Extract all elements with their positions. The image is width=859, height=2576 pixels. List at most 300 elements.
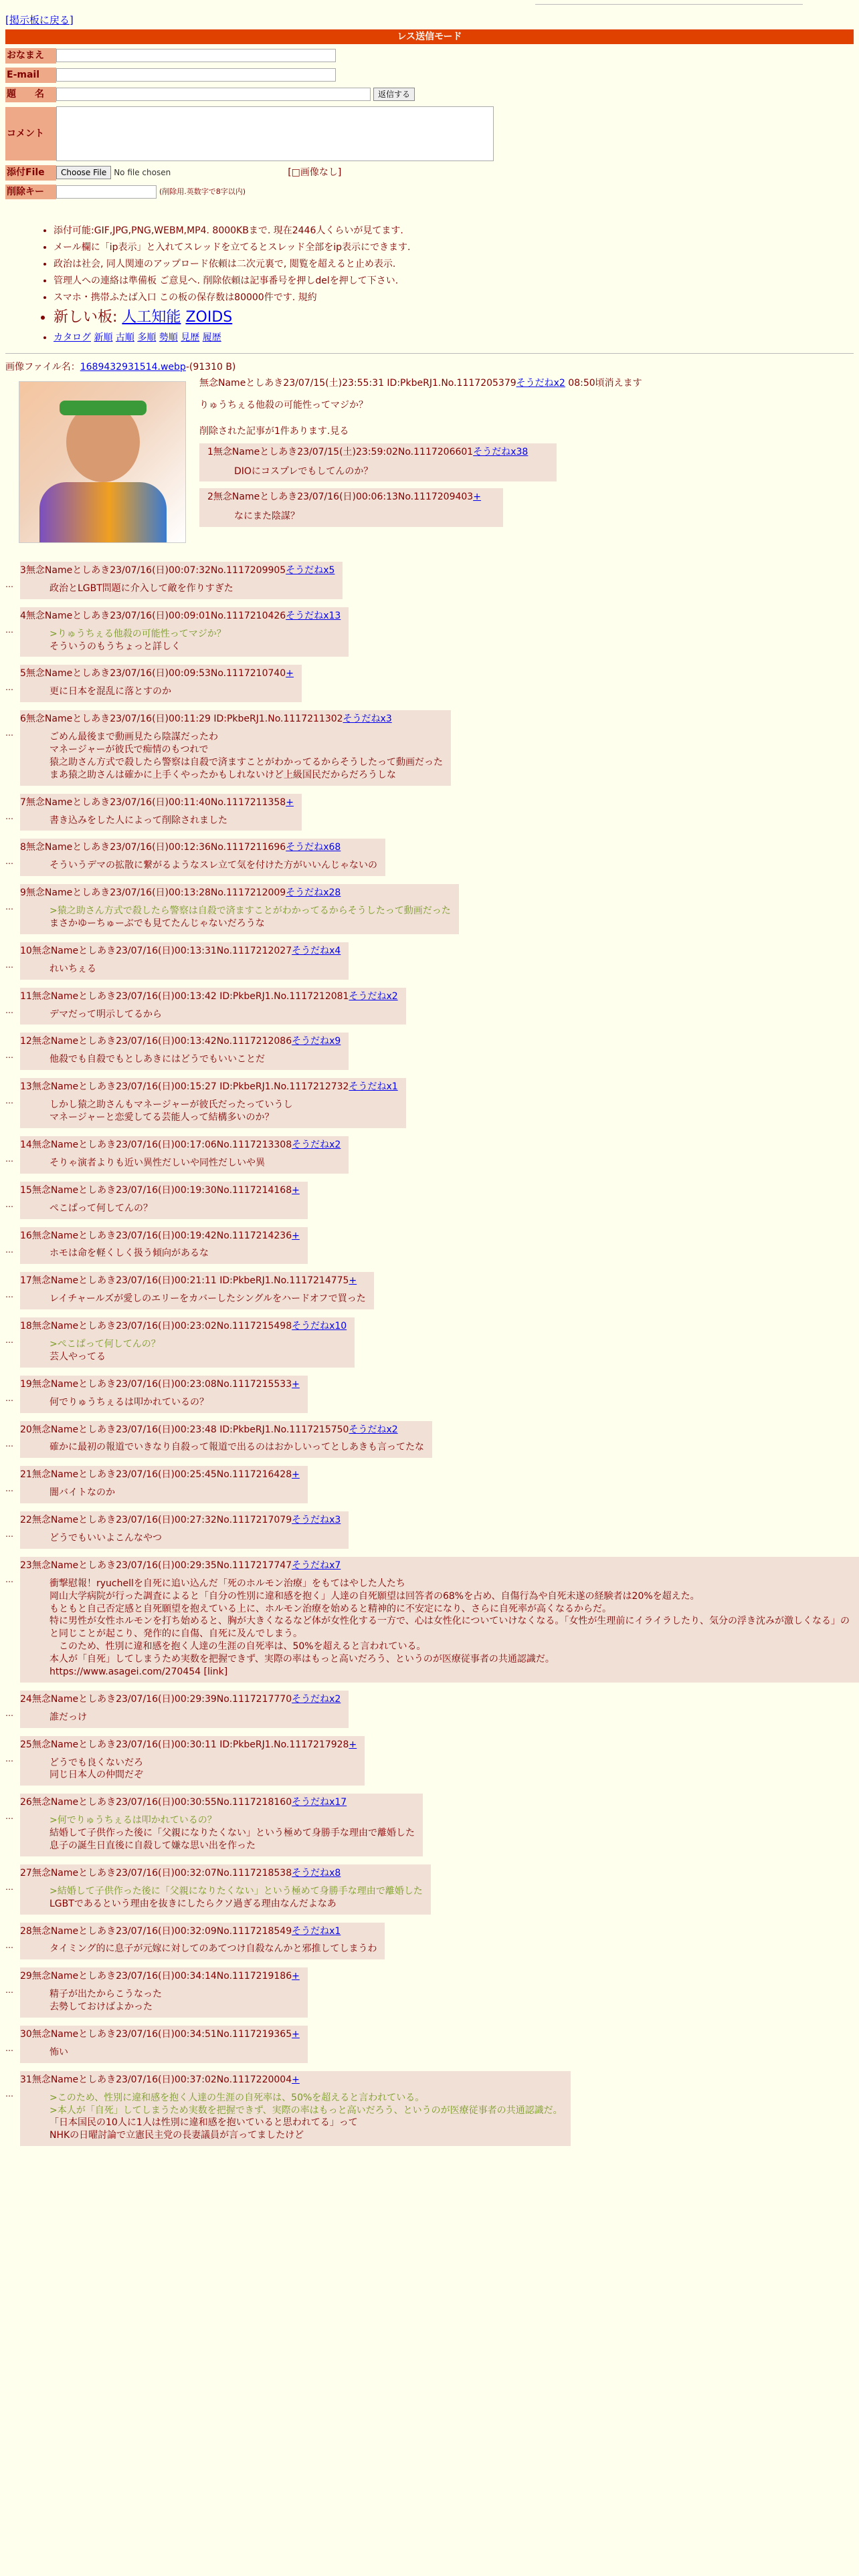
- sodane-button[interactable]: +: [292, 1378, 300, 1390]
- post-menu-icon[interactable]: …: [5, 1096, 13, 1106]
- deleted-notice[interactable]: 削除された記事が1件あります.見る: [199, 425, 349, 437]
- post-header-row: [20, 1378, 300, 1391]
- post-header: 18無念Nameとしあき23/07/16(日)00:23:02No.1117215498: [20, 1321, 292, 1332]
- text-line: 確かに最初の報道でいきなり自殺って報道で出るのはおかしいってとしあきも言ってたな: [50, 1442, 424, 1453]
- delete-key-field[interactable]: [56, 185, 157, 199]
- post-menu-icon[interactable]: …: [5, 1005, 13, 1015]
- text-line: デマだって明示してるから: [50, 1008, 162, 1020]
- post-body: [50, 1099, 398, 1124]
- op-header: 無念Nameとしあき23/07/15(土)23:55:31 ID:PkbeRJ1.No.1117205379: [199, 378, 516, 389]
- text-line: 精子が出たからこうなった: [50, 1989, 162, 2000]
- post-menu-icon[interactable]: …: [5, 1245, 13, 1255]
- op-file-label: 画像ファイル名：: [5, 362, 80, 372]
- catalog-link[interactable]: カタログ: [54, 332, 91, 344]
- history-link[interactable]: 履歴: [202, 332, 221, 344]
- post-menu-icon[interactable]: …: [5, 625, 13, 635]
- post-box: [20, 1466, 308, 1503]
- sodane-button[interactable]: そうだねx38: [473, 446, 529, 457]
- post-menu-icon[interactable]: …: [5, 1940, 13, 1950]
- post-box: [20, 1511, 349, 1549]
- post-header: 28無念Nameとしあき23/07/16(日)00:32:09No.1117218549: [20, 1925, 292, 1937]
- post-header-row: [20, 945, 341, 958]
- quote-line: >猿之助さん方式で殺したら警察は自殺で済ますことがわかってるからそうしたって動画だった: [50, 905, 451, 917]
- text-line: 誰だっけ: [50, 1711, 87, 1723]
- text-line: 岡山大学病院が行った調査によると「自分の性別に違和感を抱く」人達の自死願望は回答者の68%を占め、自傷行為や自死未遂の経験者は20%を超えた。: [50, 1590, 700, 1602]
- text-line: どうでもいいよこんなやつ: [50, 1532, 162, 1543]
- post-menu-icon[interactable]: …: [5, 2088, 13, 2099]
- post-body: [50, 1757, 357, 1782]
- text-line: 本人が「自死」してしまうため実数を把握できず、実際の率はもっと高いだろう、というのが医療従事者の共通認識だ。: [50, 1654, 555, 1665]
- post-header-row: [20, 1693, 341, 1706]
- post-menu-icon[interactable]: …: [5, 728, 13, 738]
- sodane-button[interactable]: そうだねx8: [292, 1867, 341, 1879]
- post-header: 15無念Nameとしあき23/07/16(日)00:19:30No.1117214168: [20, 1184, 292, 1196]
- op-thumbnail[interactable]: [19, 381, 186, 543]
- new-boards-label: 新しい板:: [54, 309, 118, 326]
- reply-post: [5, 1376, 859, 1413]
- note-item: • メール欄に「ip表示」と入れてスレッドを立てるとスレッド全部をip表示にできます.: [54, 241, 656, 254]
- email-field[interactable]: [56, 68, 336, 82]
- post-menu-icon[interactable]: …: [5, 1199, 13, 1209]
- post-box: [20, 562, 343, 599]
- choose-file-button[interactable]: Choose File: [56, 166, 111, 179]
- post-box: [20, 1864, 431, 1915]
- sodane-button[interactable]: +: [292, 1971, 300, 1982]
- sodane-button[interactable]: +: [286, 668, 294, 679]
- post-menu-icon[interactable]: …: [5, 1529, 13, 1539]
- post-header: 16無念Nameとしあき23/07/16(日)00:19:42No.1117214236: [20, 1230, 292, 1241]
- text-line: ホモは命を軽くしく扱う傾向があるな: [50, 1248, 209, 1259]
- post-box: [20, 839, 385, 876]
- post-box: [20, 665, 302, 702]
- post-header: 27無念Nameとしあき23/07/16(日)00:32:07No.1117218538: [20, 1867, 292, 1879]
- post-menu-icon[interactable]: …: [5, 580, 13, 589]
- post-header: 17無念Nameとしあき23/07/16(日)00:21:11 ID:PkbeRJ1.No.1117214775: [20, 1275, 349, 1287]
- post-body: [50, 1202, 300, 1215]
- post-header: 8無念Nameとしあき23/07/16(日)00:12:36No.1117211696: [20, 842, 286, 853]
- post-box: [20, 1136, 349, 1174]
- post-header: 29無念Nameとしあき23/07/16(日)00:34:14No.1117219186: [20, 1971, 292, 1982]
- sort-momentum-link[interactable]: 勢順: [159, 332, 178, 344]
- post-header-row: [20, 610, 341, 623]
- post-body: [50, 1814, 415, 1852]
- post-body: なにまた陰謀？: [234, 511, 300, 522]
- text-line: 政治とLGBT問題に介入して敵を作りすぎた: [50, 582, 233, 594]
- sodane-button[interactable]: +: [292, 1230, 300, 1241]
- post-header: 12無念Nameとしあき23/07/16(日)00:13:42No.1117212086: [20, 1036, 292, 1047]
- view-history-link[interactable]: 見歴: [181, 332, 200, 344]
- sodane-button[interactable]: そうだねx2: [349, 1424, 398, 1435]
- post-header: 23無念Nameとしあき23/07/16(日)00:29:35No.1117217747: [20, 1560, 292, 1571]
- post-header-row: [20, 1970, 300, 1983]
- reply-post: [5, 942, 859, 980]
- post-box: [20, 2026, 308, 2063]
- reply-post: [5, 2026, 859, 2063]
- post-box: [20, 1967, 308, 2018]
- text-line: そりゃ演者よりも近い異性だしいや同性だしいや異: [50, 1157, 265, 1168]
- post-header: 9無念Nameとしあき23/07/16(日)00:13:28No.1117212009: [20, 887, 286, 899]
- name-label: おなまえ: [5, 48, 56, 64]
- post-header: 24無念Nameとしあき23/07/16(日)00:29:39No.1117217770: [20, 1693, 292, 1705]
- post-menu-icon[interactable]: …: [5, 902, 13, 912]
- file-label: 添付File: [5, 165, 56, 181]
- subject-field[interactable]: [56, 88, 371, 101]
- post-menu-icon[interactable]: …: [5, 1574, 13, 1584]
- reply-post: [5, 1557, 859, 1683]
- post-body: [50, 1487, 300, 1499]
- post-body: [50, 1053, 341, 1066]
- post-box: [20, 1033, 349, 1070]
- post-header-row: [20, 887, 451, 899]
- reply-post: [5, 884, 859, 934]
- post-header: 13無念Nameとしあき23/07/16(日)00:15:27 ID:PkbeRJ1.No.1117212732: [20, 1081, 349, 1093]
- post-box: [20, 607, 349, 657]
- reply-post: [5, 1317, 859, 1368]
- reply-post: [5, 1923, 859, 1960]
- quote-line: >何でりゅうちぇるは叩かれているの？: [50, 1815, 217, 1826]
- post-header-row: [20, 1230, 300, 1243]
- reply-post: [5, 1864, 859, 1915]
- sodane-button[interactable]: そうだねx68: [286, 842, 341, 853]
- post-header-row: [20, 1514, 341, 1527]
- post-menu-icon[interactable]: …: [5, 1753, 13, 1763]
- post-box: [20, 1078, 406, 1128]
- sodane-button[interactable]: そうだねx13: [286, 610, 341, 621]
- post-body: [50, 905, 451, 930]
- text-line: 闇バイトなのか: [50, 1487, 115, 1499]
- subject-label: 題 名: [5, 87, 56, 102]
- post-menu-icon[interactable]: …: [5, 1484, 13, 1494]
- post-header-row: [20, 1320, 347, 1333]
- post-box: [20, 2071, 571, 2146]
- back-to-board-link[interactable]: [掲示板に戻る]: [5, 14, 74, 26]
- post-body: [50, 1338, 347, 1364]
- post-header-row: [20, 667, 294, 680]
- post-body: [50, 1711, 341, 1724]
- reply-post: [5, 794, 859, 831]
- post-body: [50, 1396, 300, 1409]
- op-expire: 08:50頃消えます: [568, 378, 642, 389]
- op-file-size: -(91310 B): [185, 362, 236, 372]
- post-body: [50, 628, 341, 653]
- post-box: [20, 1227, 308, 1265]
- top-divider: [535, 4, 803, 5]
- post-header-row: [20, 2074, 563, 2086]
- post-header-row: [20, 1739, 357, 1751]
- post-menu-icon[interactable]: …: [5, 960, 13, 970]
- post-menu-icon[interactable]: …: [5, 1882, 13, 1892]
- post-menu-icon[interactable]: …: [5, 2044, 13, 2054]
- post-box: [20, 1557, 859, 1683]
- post-body: DIOにコスプレでもしてんのか？: [234, 465, 373, 477]
- post-body: [50, 1885, 423, 1911]
- text-line: どうでも良くないだろ: [50, 1757, 143, 1768]
- post-header-row: [20, 1867, 423, 1880]
- post-box: [20, 988, 406, 1025]
- note-item: • 政治は社会, 同人関連のアップロード依頼は二次元裏で, 閲覧を超えると止め表示.: [54, 258, 656, 271]
- reply-post: [5, 1511, 859, 1549]
- sodane-button[interactable]: +: [292, 1184, 300, 1196]
- post-header-row: [20, 1081, 398, 1093]
- submit-button[interactable]: 返信する: [373, 88, 415, 101]
- post-header-row: [20, 1469, 300, 1481]
- sodane-button[interactable]: そうだねx2: [292, 1139, 341, 1150]
- text-line: 猿之助さん方式で殺したら警察は自殺で済ますことがわかってるからそうしたって動画だった: [50, 756, 443, 768]
- post-body: [50, 1988, 300, 2014]
- post-box: [20, 794, 302, 831]
- comment-textarea[interactable]: [56, 106, 494, 161]
- text-line: そういうデマの拡散に繋がるようなスレ立て気を付けた方がいいんじゃないの: [50, 860, 377, 871]
- post-body: [50, 1532, 341, 1545]
- sodane-button[interactable]: そうだねx3: [292, 1515, 341, 1526]
- file-status: No file chosen: [114, 168, 171, 178]
- quote-line: >結婚して子供作った後に「父親になりたくない」という極めて身勝手な理由で離婚した: [50, 1885, 423, 1897]
- post-header-row: [20, 1139, 341, 1152]
- reply-post: [5, 1182, 859, 1219]
- post-body: [50, 1157, 341, 1170]
- post-menu-icon[interactable]: …: [5, 1708, 13, 1718]
- text-line: マネージャーが彼氏で痴情のもつれで: [50, 744, 209, 756]
- text-line: マネージャーと恋愛してる芸能人って結構多いのか？: [50, 1112, 274, 1123]
- text-line: ぺこぱって何してんの？: [50, 1202, 153, 1214]
- reply-post: [5, 1466, 859, 1503]
- reply-post: [5, 1967, 859, 2018]
- sodane-button[interactable]: そうだねx17: [292, 1797, 347, 1808]
- board-link-zoids[interactable]: ZOIDS: [185, 309, 233, 326]
- quote-line: >このため、性別に違和感を抱く人達の生涯の自死率は、50%を超えると言われている。: [50, 2092, 425, 2103]
- text-line: 怖い: [50, 2046, 68, 2058]
- text-line: 更に日本を混乱に落とすのか: [50, 686, 171, 697]
- post-menu-icon[interactable]: …: [5, 1438, 13, 1448]
- post-body: [50, 1578, 851, 1679]
- sodane-button[interactable]: そうだねx1: [292, 1925, 341, 1937]
- text-line: 何でりゅうちぇるは叩かれているの？: [50, 1396, 209, 1408]
- reply-post: [5, 988, 859, 1025]
- post-menu-icon[interactable]: …: [5, 1393, 13, 1403]
- sodane-button[interactable]: +: [292, 2074, 300, 2085]
- post-box: [20, 884, 459, 934]
- sodane-button[interactable]: +: [292, 1469, 300, 1481]
- post-body: [50, 1008, 398, 1021]
- reply-form: [5, 48, 674, 203]
- reply-post: [5, 665, 859, 702]
- text-line: ごめん最後まで動画見たら陰謀だったわ: [50, 732, 218, 743]
- post-header: 5無念Nameとしあき23/07/16(日)00:09:53No.1117210740: [20, 668, 286, 679]
- post-body: [50, 2046, 300, 2059]
- post-header: 22無念Nameとしあき23/07/16(日)00:27:32No.1117217079: [20, 1515, 292, 1526]
- sodane-button[interactable]: そうだねx7: [292, 1560, 341, 1571]
- reply-post: [5, 1227, 859, 1265]
- text-line: 衝撃慰報！ryuchellを自死に追い込んだ「死のホルモン治療」をもてはやした人たち: [50, 1578, 405, 1589]
- text-line: 他殺でも自殺でもとしあきにはどうでもいいことだ: [50, 1054, 265, 1065]
- post-menu-icon[interactable]: …: [5, 1290, 13, 1300]
- delete-key-hint: (削除用.英数字で8字以内): [159, 187, 246, 196]
- post-header-row: [20, 1424, 424, 1436]
- reply-post: [5, 1794, 859, 1856]
- text-line: このため、性別に違和感を抱く人達の生涯の自死率は、50%を超えると言われている。: [50, 1641, 426, 1652]
- reply-list: [5, 562, 859, 2154]
- post-body: [50, 963, 341, 976]
- text-line: れいちぇる: [50, 963, 96, 974]
- sodane-button[interactable]: そうだねx3: [343, 714, 392, 725]
- text-line: 同じ日本人の仲間だぞ: [50, 1769, 143, 1781]
- sodane-button[interactable]: +: [473, 492, 481, 503]
- post-body: [50, 1247, 300, 1260]
- text-line: レイチャールズが愛しのエリーをカバーしたシングルをハードオフで買った: [50, 1293, 366, 1305]
- sort-old-link[interactable]: 古順: [115, 332, 134, 344]
- text-line: 去勢しておけばよかった: [50, 2002, 153, 2013]
- text-line: 書き込みをした人によって削除されました: [50, 815, 227, 826]
- op-file-link[interactable]: 1689432931514.webp: [80, 362, 186, 372]
- text-line: NHKの日曜討論で立憲民主党の長妻議員が言ってましたけど: [50, 2130, 304, 2141]
- post-header: 6無念Nameとしあき23/07/16(日)00:11:29 ID:PkbeRJ1.No.1117211302: [20, 714, 343, 725]
- post-header: 20無念Nameとしあき23/07/16(日)00:23:48 ID:PkbeRJ1.No.1117215750: [20, 1424, 349, 1435]
- post-menu-icon[interactable]: …: [5, 1985, 13, 1996]
- post-body: [50, 582, 335, 595]
- sort-many-link[interactable]: 多順: [137, 332, 157, 344]
- text-line: まあ猿之助さんは確かに上手くやったかもしれないけど上級国民だからだろうしな: [50, 769, 396, 780]
- text-line: 芸人やってる: [50, 1351, 106, 1362]
- name-field[interactable]: [56, 49, 336, 62]
- divider: [5, 353, 854, 354]
- post-menu-icon[interactable]: …: [5, 1812, 13, 1822]
- post-header-row: [20, 1035, 341, 1048]
- post-box: [20, 1923, 385, 1960]
- post-box: [20, 1691, 349, 1728]
- post-header: 10無念Nameとしあき23/07/16(日)00:13:31No.1117212027: [20, 945, 292, 956]
- post-header: 25無念Nameとしあき23/07/16(日)00:30:11 ID:PkbeRJ1.No.1117217928: [20, 1739, 349, 1750]
- post-body: [50, 815, 294, 827]
- quote-line: >りゅうちぇる他殺の可能性ってマジか？: [50, 628, 226, 639]
- text-line: 息子の誕生日直後に自殺して嫌な思い出を作った: [50, 1840, 256, 1851]
- post-header: 3無念Nameとしあき23/07/16(日)00:07:32No.1117209905: [20, 565, 286, 576]
- sodane-button[interactable]: +: [292, 2029, 300, 2040]
- post-header: 26無念Nameとしあき23/07/16(日)00:30:55No.1117218160: [20, 1797, 292, 1808]
- reply-post: [5, 1421, 859, 1459]
- post-body: [50, 731, 443, 782]
- sodane-button[interactable]: そうだねx1: [349, 1081, 398, 1093]
- sodane-button[interactable]: +: [349, 1739, 357, 1750]
- text-line: そういうのもうちょっと詳しく: [50, 641, 181, 652]
- post-header: 2無念Nameとしあき23/07/16(日)00:06:13No.1117209403: [207, 492, 474, 503]
- text-line: 特に男性が女性ホルモンを打ち始めると、胸が大きくなるなど体が女性化する一方で、心は女性化についていけなくなる。「女性が生理前にイライラしたり、気分の浮き沈みが激しくなる」のと同じことが起こり、発作的に自傷、自死に及んでしまう。: [50, 1616, 850, 1640]
- reply-post: [5, 1272, 859, 1309]
- post-body: [50, 685, 294, 698]
- post-menu-icon[interactable]: …: [5, 811, 13, 821]
- post-menu-icon[interactable]: …: [5, 1335, 13, 1346]
- post-menu-icon[interactable]: …: [5, 1154, 13, 1164]
- reply-post: [5, 2071, 859, 2146]
- post-header-row: [20, 713, 443, 726]
- reply-post: [5, 607, 859, 657]
- op-body: りゅうちぇる他殺の可能性ってマジか？: [199, 399, 368, 411]
- reply-post: [5, 839, 859, 876]
- post-header: 19無念Nameとしあき23/07/16(日)00:23:08No.1117215533: [20, 1378, 292, 1390]
- text-line: LGBTであるという理由を抜きにしたらクソ過ぎる理由なんだよなあ: [50, 1898, 337, 1909]
- reply-post: [5, 562, 859, 599]
- post-box: [20, 942, 349, 980]
- reply-post: [5, 710, 859, 785]
- post-header-row: [20, 2028, 300, 2041]
- post-header: 30無念Nameとしあき23/07/16(日)00:34:51No.1117219365: [20, 2029, 292, 2040]
- sodane-button[interactable]: そうだねx2: [292, 1693, 341, 1705]
- sodane-button[interactable]: +: [349, 1275, 357, 1287]
- post-box: [20, 1182, 308, 1219]
- post-box: [20, 1376, 308, 1413]
- post-header-row: [20, 990, 398, 1003]
- sodane-button[interactable]: +: [286, 796, 294, 808]
- sodane-button[interactable]: そうだねx9: [292, 1036, 341, 1047]
- sodane-button[interactable]: そうだねx2: [516, 378, 565, 389]
- post-header-row: [20, 1796, 415, 1809]
- text-line: しかし猿之助さんもマネージャーが彼氏だったっていうし: [50, 1099, 293, 1111]
- no-image-checkbox[interactable]: [□画像なし]: [288, 167, 342, 178]
- post-header: 31無念Nameとしあき23/07/16(日)00:37:02No.1117220004: [20, 2074, 292, 2085]
- post-box: [20, 1421, 432, 1459]
- post-menu-icon[interactable]: …: [5, 683, 13, 693]
- post-menu-icon[interactable]: …: [5, 1051, 13, 1061]
- post-header-row: [20, 1275, 366, 1287]
- quote-line: >本人が「自死」してしまうため実数を把握できず、実際の率はもっと高いだろう、というのが医療従事者の共通認識だ。: [50, 2105, 563, 2116]
- sodane-button[interactable]: そうだねx4: [292, 945, 341, 956]
- post-header: 14無念Nameとしあき23/07/16(日)00:17:06No.1117213308: [20, 1139, 292, 1150]
- sodane-button[interactable]: そうだねx2: [349, 990, 398, 1002]
- new-boards: [54, 308, 656, 328]
- sodane-button[interactable]: そうだねx10: [292, 1321, 347, 1332]
- note-item[interactable]: • スマホ・携帯ふたば入口 この板の保存数は80000件です. 規約: [54, 292, 656, 304]
- text-line: 結婚して子供作った後に「父親になりたくない」という極めて身勝手な理由で離婚した: [50, 1828, 415, 1839]
- post-header: 11無念Nameとしあき23/07/16(日)00:13:42 ID:PkbeRJ1.No.1117212081: [20, 990, 349, 1002]
- thread-sort-links: [54, 332, 656, 344]
- reply-post: [5, 1691, 859, 1728]
- reply-post: [5, 1736, 859, 1786]
- quote-line: >ぺこぱって何してんの？: [50, 1338, 161, 1350]
- sodane-button[interactable]: そうだねx5: [286, 565, 335, 576]
- post-header-row: [20, 564, 335, 577]
- text-line: 「日本国民の10人に1人は性別に違和感を抱いていると思われてる」って: [50, 2117, 358, 2129]
- op-post: [5, 361, 848, 522]
- text-line: https://www.asagei.com/270454 [link]: [50, 1666, 228, 1677]
- post-header-row: [20, 841, 377, 854]
- sort-new-link[interactable]: 新順: [94, 332, 113, 344]
- comment-label: コメント: [5, 107, 56, 160]
- post-header-row: [20, 1925, 377, 1938]
- post-body: [50, 1293, 366, 1305]
- text-line: もともと自己否定感と自死願望を抱えている上に、ホルモン治療を始めると精神的に不安定になり、さらに自死率が高くなるからだ。: [50, 1603, 611, 1614]
- email-label: E-mail: [5, 68, 56, 83]
- post-header: 1無念Nameとしあき23/07/15(土)23:59:02No.1117206601: [207, 446, 474, 457]
- post-box: [20, 1736, 365, 1786]
- post-header-row: [20, 1184, 300, 1197]
- reply-post: [5, 1033, 859, 1070]
- post-body: [50, 859, 377, 872]
- post-box: [20, 1794, 423, 1856]
- text-line: まさかゆーちゅーぶでも見てたんじゃないだろうな: [50, 918, 265, 930]
- post-body: [50, 1441, 424, 1454]
- post-box: [20, 710, 451, 785]
- board-link-ai[interactable]: 人工知能: [122, 309, 181, 326]
- post-header: 21無念Nameとしあき23/07/16(日)00:25:45No.1117216428: [20, 1469, 292, 1481]
- text-line: タイミング的に息子が元嫁に対してのあてつけ自殺なんかと邪推してしまうわ: [50, 1943, 377, 1955]
- post-body: [50, 2092, 563, 2143]
- sodane-button[interactable]: そうだねx28: [286, 887, 341, 899]
- board-notes: [27, 225, 656, 348]
- note-item[interactable]: • 管理人への連絡は準備板 ご意見へ. 削除依頼は記事番号を押しdelを押して下さい.: [54, 275, 656, 288]
- note-item: • 添付可能:GIF,JPG,PNG,WEBM,MP4. 8000KBまで. 現在2446人くらいが見てます.: [54, 225, 656, 237]
- post-header: 4無念Nameとしあき23/07/16(日)00:09:01No.1117210426: [20, 610, 286, 621]
- post-box: [20, 1272, 374, 1309]
- post-menu-icon[interactable]: …: [5, 857, 13, 867]
